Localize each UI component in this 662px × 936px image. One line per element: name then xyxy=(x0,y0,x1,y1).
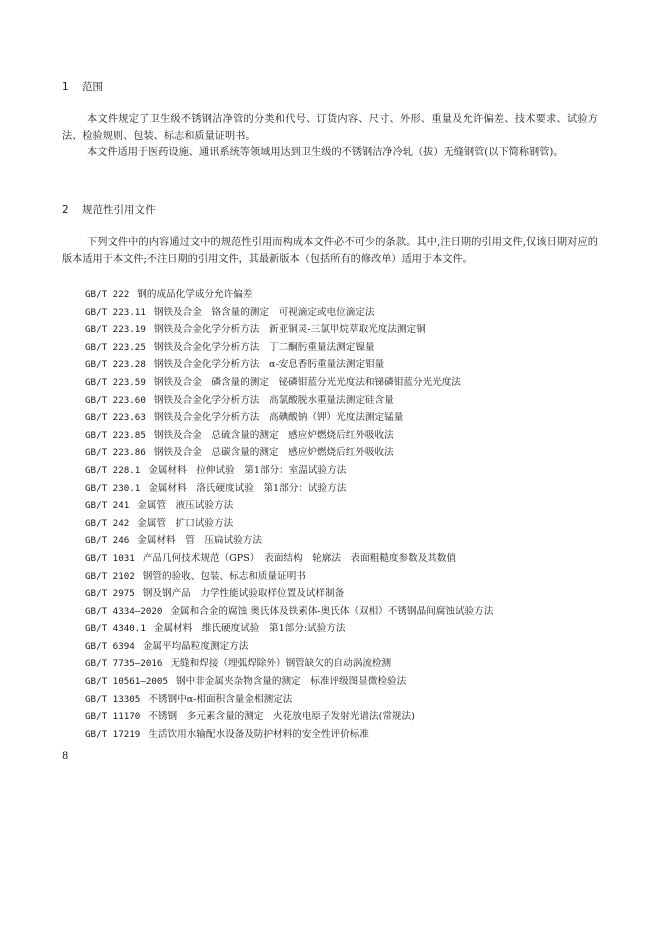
reference-code: GB/T 228.1 xyxy=(85,464,141,476)
normative-reference-list xyxy=(85,286,493,743)
reference-item xyxy=(85,515,493,533)
section-1-title: 范围 xyxy=(82,81,103,93)
reference-item xyxy=(85,304,493,322)
reference-code: GB/T 2975 xyxy=(85,588,135,600)
reference-item xyxy=(85,286,493,304)
reference-title: 不锈钢 多元素含量的测定 火花放电原子发射光谱法(常规法) xyxy=(148,711,415,723)
reference-title: 金属管 液压试验方法 xyxy=(137,500,234,512)
reference-title: 钢铁及合金化学分析方法 丁二酮肟重量法测定镍量 xyxy=(153,341,375,353)
reference-code: GB/T 230.1 xyxy=(85,482,141,494)
reference-code: GB/T 10561—2005 xyxy=(85,676,168,688)
reference-item xyxy=(85,480,493,498)
reference-item xyxy=(85,638,493,656)
reference-title: 金属管 扩口试验方法 xyxy=(137,517,234,529)
reference-title: 金属材料 管 压扁试验方法 xyxy=(137,535,262,547)
reference-item xyxy=(85,339,493,357)
reference-code: GB/T 223.11 xyxy=(85,306,146,318)
reference-title: 金属材料 维氏硬度试验 第1部分:试验方法 xyxy=(153,623,346,635)
section-1-number: 1 xyxy=(62,81,69,93)
reference-item xyxy=(85,444,493,462)
reference-code: GB/T 1031 xyxy=(85,552,135,564)
reference-code: GB/T 223.28 xyxy=(85,359,146,371)
reference-item xyxy=(85,532,493,550)
section-2-number: 2 xyxy=(62,204,69,216)
reference-code: GB/T 223.85 xyxy=(85,429,146,441)
reference-code: GB/T 223.63 xyxy=(85,412,146,424)
reference-title: 金属材料 洛氏硬度试验 第1部分：试验方法 xyxy=(148,482,347,494)
reference-code: GB/T 4340.1 xyxy=(85,623,146,635)
reference-title: 钢的成品化学成分允许偏差 xyxy=(137,289,253,300)
reference-title: 钢铁及合金 磷含量的测定 铋磷钼蓝分光光度法和锑磷钼蓝分光光度法 xyxy=(153,376,461,388)
reference-title: 生活饮用水输配水设备及防护材料的安全性评价标准 xyxy=(148,728,369,740)
reference-code: GB/T 4334—2020 xyxy=(85,605,163,617)
reference-title: 钢铁及合金 总硫含量的测定 感应炉燃烧后红外吸收法 xyxy=(153,429,394,441)
reference-item xyxy=(85,497,493,515)
page-number: 8 xyxy=(62,751,69,762)
reference-item xyxy=(85,356,493,374)
reference-title: 钢铁及合金化学分析方法 高碘酸钠（钾）光度法测定锰量 xyxy=(153,412,404,424)
reference-code: GB/T 7735—2016 xyxy=(85,658,163,670)
reference-title: 钢铁及合金化学分析方法 高氯酸脱水重量法测定硅含量 xyxy=(153,394,394,406)
reference-code: GB/T 223.86 xyxy=(85,447,146,459)
reference-code: GB/T 2102 xyxy=(85,570,135,582)
section-2-title: 规范性引用文件 xyxy=(82,204,156,216)
reference-code: GB/T 11170 xyxy=(85,711,141,723)
reference-code: GB/T 246 xyxy=(85,535,130,547)
reference-title: 钢铁及合金化学分析方法 α-安息香肟重量法测定钼量 xyxy=(153,359,385,371)
section-1-heading xyxy=(62,80,103,94)
reference-item xyxy=(85,655,493,673)
reference-item xyxy=(85,409,493,427)
reference-title: 无缝和焊接（埋弧焊除外）钢管缺欠的自动涡流检测 xyxy=(170,658,392,670)
reference-item xyxy=(85,603,493,621)
reference-code: GB/T 223.60 xyxy=(85,394,146,406)
reference-item xyxy=(85,585,493,603)
section-1-paragraph-1: 本文件规定了卫生级不锈钢洁净管的分类和代号、订货内容、尺寸、外形、重量及允许偏差、技术要求、试验方法、检验规则、包装、标志和质量证明书。 xyxy=(62,114,598,142)
section-1-paragraph-2: 本文件适用于医药设施、通讯系统等领域用达到卫生级的不锈钢洁净冷轧（拔）无缝钢管(以下简称钢管)。 xyxy=(87,147,564,158)
reference-item xyxy=(85,568,493,586)
reference-code: GB/T 222 xyxy=(85,289,130,300)
reference-title: 钢中非金属夹杂物含量的测定 标准评级图显微检验法 xyxy=(175,676,407,688)
reference-title: 金属和合金的腐蚀 奥氏体及铁素体-奥氏体（双相）不锈钢晶间腐蚀试验方法 xyxy=(170,605,494,617)
reference-code: GB/T 13305 xyxy=(85,693,141,705)
reference-code: GB/T 17219 xyxy=(85,728,141,740)
reference-item xyxy=(85,620,493,638)
reference-code: GB/T 223.25 xyxy=(85,341,146,353)
reference-code: GB/T 223.59 xyxy=(85,376,146,388)
reference-title: 产品几何技术规范（GPS） 表面结构 轮廓法 表面粗糙度参数及其数值 xyxy=(142,552,457,564)
reference-item xyxy=(85,427,493,445)
reference-title: 不锈钢中α-相面积含量金相测定法 xyxy=(148,693,293,705)
reference-title: 钢及钢产品 力学性能试验取样位置及试样制备 xyxy=(142,588,345,600)
section-2-intro: 下列文件中的内容通过文中的规范性引用而构成本文件必不可少的条款。其中,注日期的引用文件,仅该日期对应的版本适用于本文件;不注日期的引用文件，其最新版本（包括所有的修改单）适用于本文件。 xyxy=(62,237,598,265)
reference-title: 金属平均晶粒度测定方法 xyxy=(142,640,249,652)
reference-code: GB/T 242 xyxy=(85,517,130,529)
reference-title: 钢铁及合金 铬含量的测定 可视滴定或电位滴定法 xyxy=(153,306,375,318)
reference-title: 钢管的验收、包装、标志和质量证明书 xyxy=(142,570,306,582)
reference-code: GB/T 6394 xyxy=(85,640,135,652)
reference-item xyxy=(85,321,493,339)
section-2-heading xyxy=(62,203,156,217)
reference-item xyxy=(85,462,493,480)
reference-item xyxy=(85,392,493,410)
reference-item xyxy=(85,550,493,568)
reference-title: 钢铁及合金 总碳含量的测定 感应炉燃烧后红外吸收法 xyxy=(153,447,394,459)
reference-code: GB/T 223.19 xyxy=(85,324,146,336)
reference-title: 钢铁及合金化学分析方法 新亚铜灵-三氯甲烷萃取光度法测定铜 xyxy=(153,324,426,336)
reference-title: 金属材料 拉伸试验 第1部分：室温试验方法 xyxy=(148,464,347,476)
reference-item xyxy=(85,726,493,744)
reference-item xyxy=(85,374,493,392)
reference-code: GB/T 241 xyxy=(85,500,130,512)
reference-item xyxy=(85,691,493,709)
reference-item xyxy=(85,673,493,691)
reference-item xyxy=(85,708,493,726)
